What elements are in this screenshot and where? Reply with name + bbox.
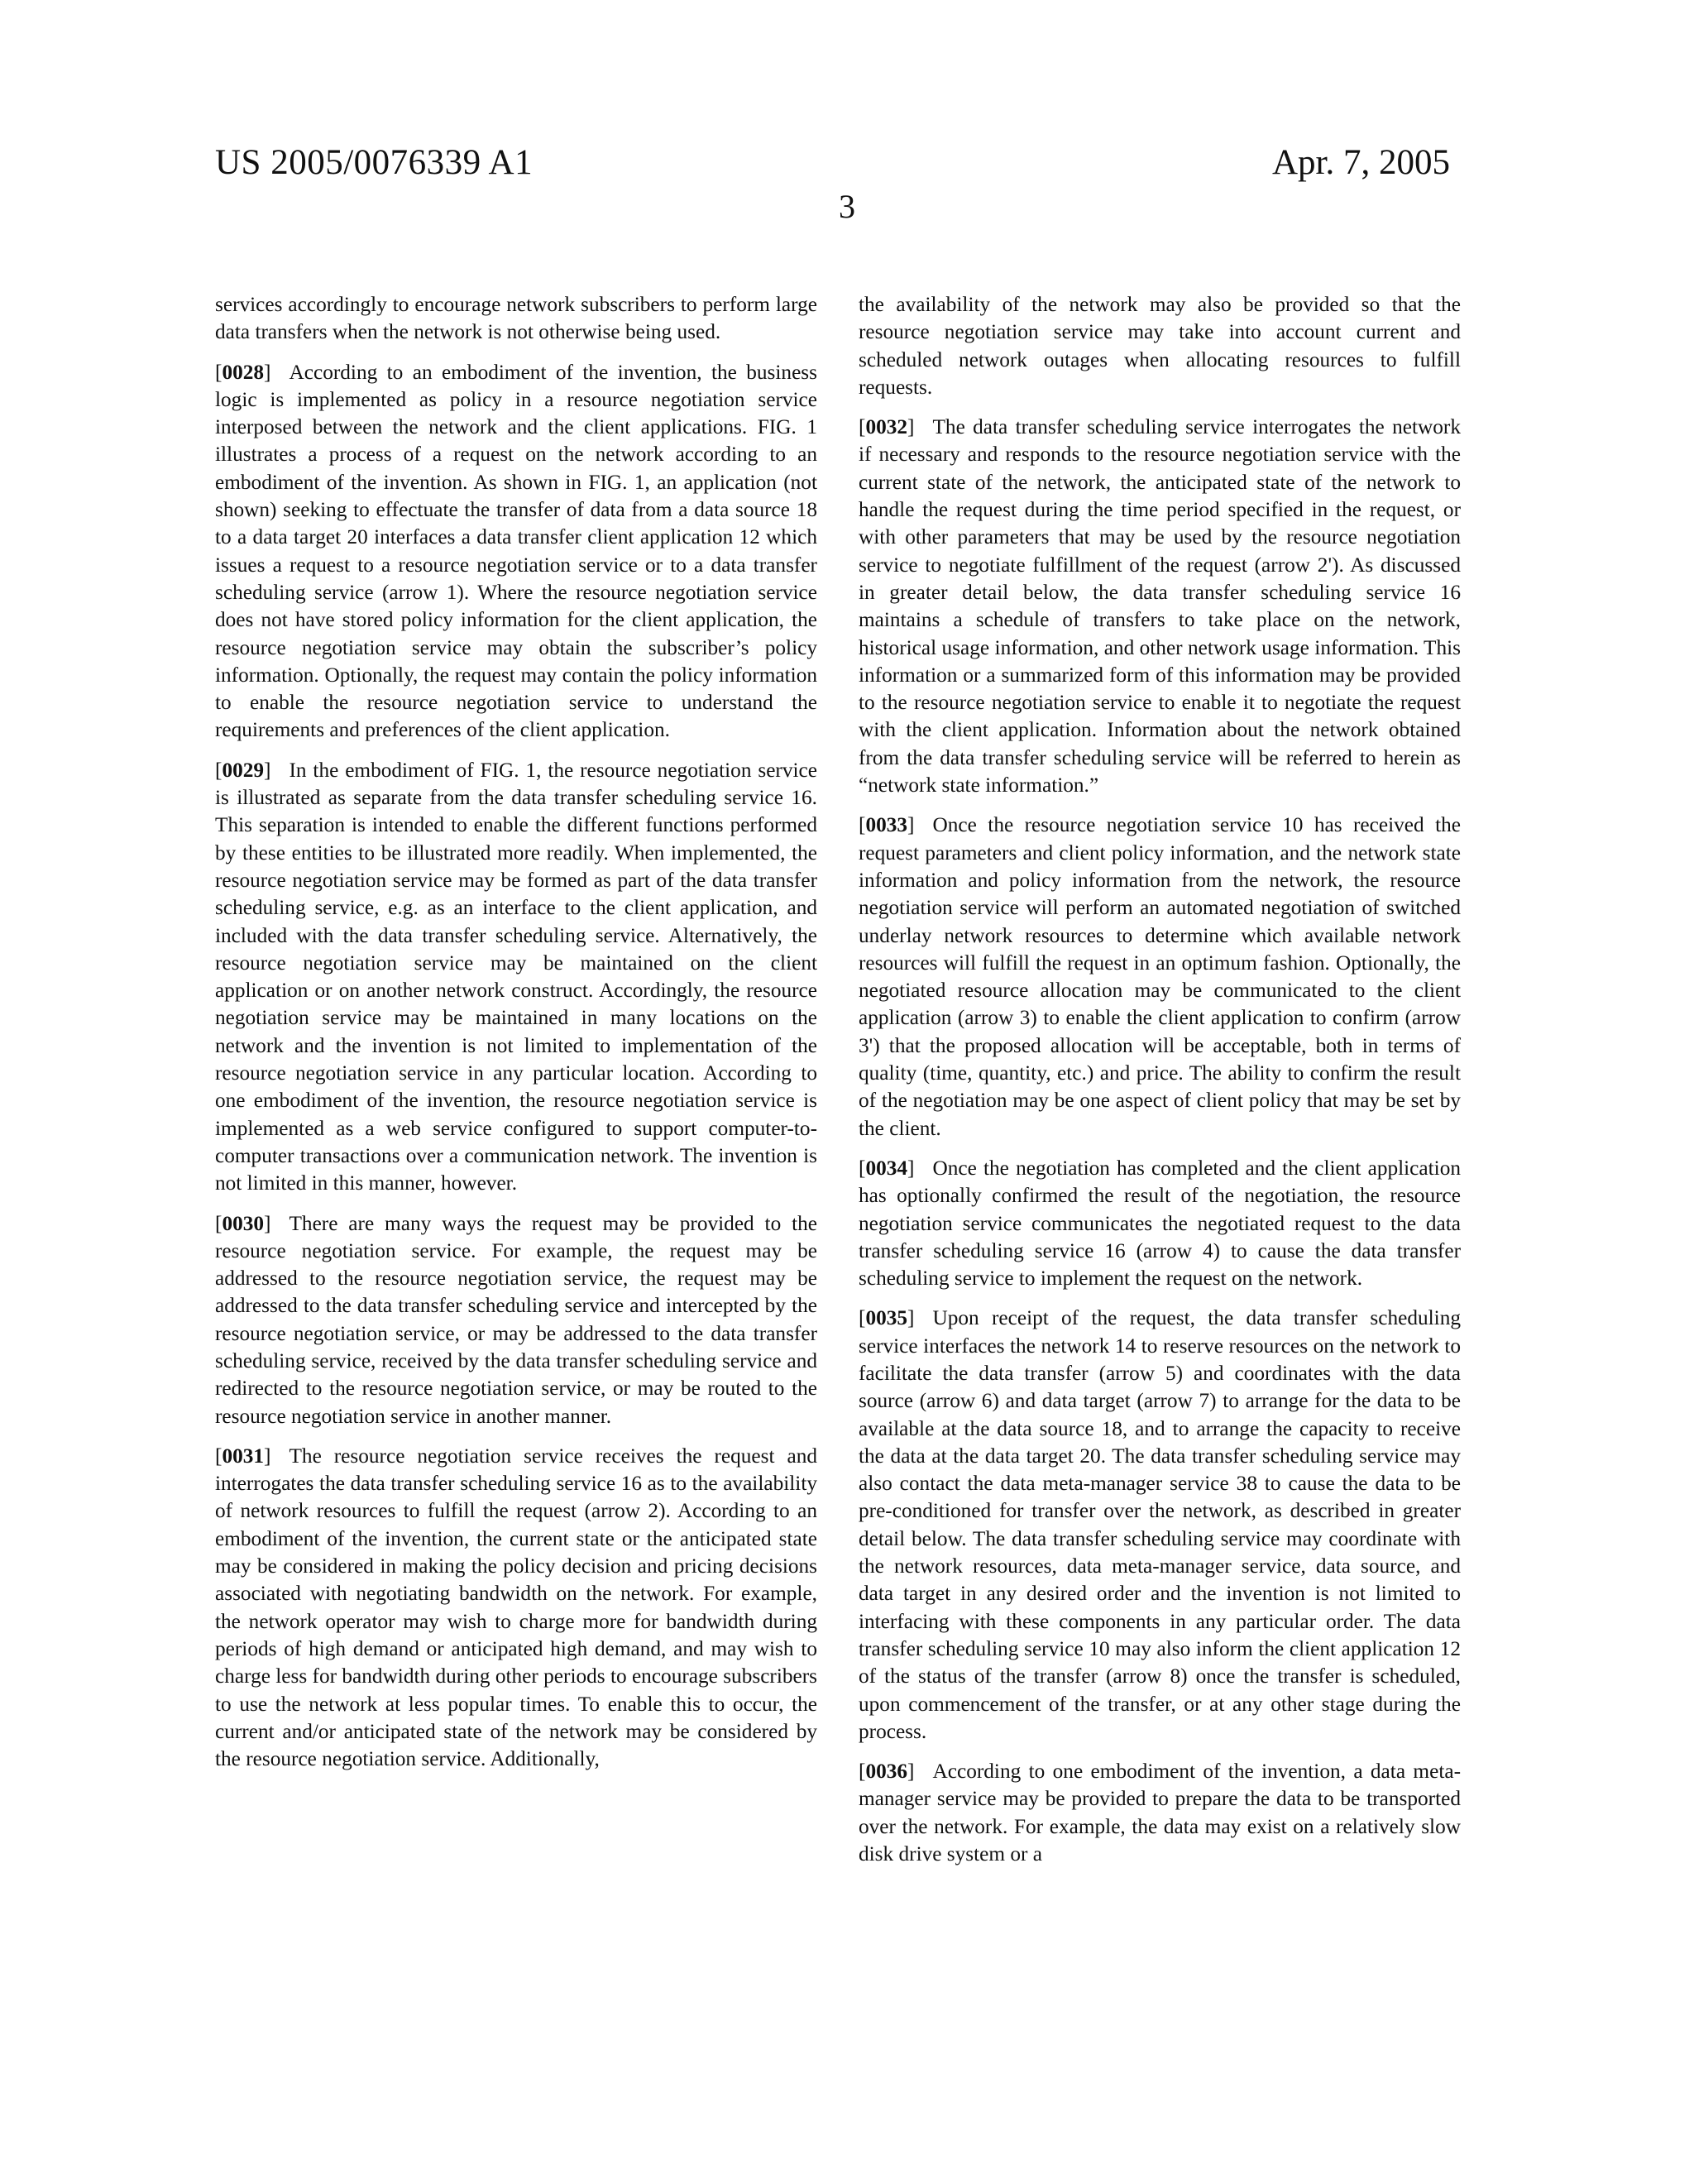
paragraph-continued: services accordingly to encourage network subscribers to perform large data transfers when the network is not otherwise being used.: [215, 293, 817, 344]
paragraph-continued: the availability of the network may also be provided so that the resource negotiation service may take into account current and scheduled network outages when allocating resources to fulfill requests.: [859, 293, 1461, 399]
paragraph-text: Once the negotiation has completed and the client application has optionally confirmed the result of the negotiation, the resource negotiation service communicates the negotiated request to the data transfer scheduling service 16 (arrow 4) to cause the data transfer scheduling service to implement the request on the network.: [859, 1156, 1461, 1291]
paragraph-text: The data transfer scheduling service interrogates the network if necessary and responds to the resource negotiation service with the current state of the network, the anticipated state of the network to handle the request during the time period specified in the request, or with other parameters that may be used by the resource negotiation service to negotiate fulfillment of the request (arrow 2'). As discussed in greater detail below, the data transfer scheduling service 16 maintains a schedule of transfers to take place on the network, historical usage information, and other network usage information. This information or a summarized form of this information may be provided to the resource negotiation service to enable it to negotiate the request with the client application. Information about the network obtained from the data transfer scheduling service will be referred to herein as “network state information.”: [859, 415, 1461, 797]
paragraph-text: According to one embodiment of the invention, a data meta-manager service may be provided to prepare the data to be transported over the network. For example, the data may exist on a relatively slow disk drive system or a: [859, 1760, 1461, 1866]
paragraph-number: [0034]: [859, 1156, 915, 1180]
paragraph-0028: [215, 359, 817, 745]
paragraph-0032: [859, 414, 1461, 799]
paragraph-number: [0035]: [859, 1306, 915, 1330]
paragraph-text: Upon receipt of the request, the data transfer scheduling service interfaces the network 14 to reserve resources on the network to facilitate the data transfer (arrow 5) and coordinates with the data source (arrow 6) and data target (arrow 7) to arrange for the data to be available at the data source 18, and to arrange the capacity to receive the data at the data target 20. The data transfer scheduling service may also contact the data meta-manager service 38 to cause the data to be pre-conditioned for transfer over the network, as described in greater detail below. The data transfer scheduling service may coordinate with the network resources, data meta-manager service, data source, and data target in any desired order and the invention is not limited to interfacing with these components in any particular order. The data transfer scheduling service 10 may also inform the client application 12 of the status of the transfer (arrow 8) once the transfer is scheduled, upon commencement of the transfer, or at any other stage during the process.: [859, 1306, 1461, 1743]
paragraph-0036: [859, 1758, 1461, 1868]
right-column: [859, 291, 1461, 1880]
page-number: 3: [839, 188, 855, 225]
paragraph-text: In the embodiment of FIG. 1, the resource negotiation service is illustrated as separate from the data transfer scheduling service 16. This separation is intended to enable the different functions performed by these entities to be illustrated more readily. When implemented, the resource negotiation service may be formed as part of the data transfer scheduling service, e.g. as an interface to the client application, and included with the data transfer scheduling service. Alternatively, the resource negotiation service may be maintained on the client application or on another network construct. Accordingly, the resource negotiation service may be maintained in many locations on the network and the invention is not limited to implementation of the resource negotiation service in any particular location. According to one embodiment of the invention, the resource negotiation service is implemented as a web service configured to support computer-to-computer transactions over a communication network. The invention is not limited in this manner, however.: [215, 758, 817, 1195]
paragraph-0029: [215, 757, 817, 1198]
paragraph-number: [0032]: [859, 415, 915, 439]
paragraph-0031: [215, 1443, 817, 1774]
paragraph-number: [0030]: [215, 1211, 271, 1235]
paragraph-number: [0036]: [859, 1760, 915, 1784]
paragraph-text: The resource negotiation service receives the request and interrogates the data transfer scheduling service 16 as to the availability of network resources to fulfill the request (arrow 2). According to an embodiment of the invention, the current state or the anticipated state may be considered in making the policy decision and pricing decisions associated with negotiating bandwidth on the network. For example, the network operator may wish to charge more for bandwidth during periods of high demand or anticipated high demand, and may wish to charge less for bandwidth during other periods to encourage subscribers to use the network at less popular times. To enable this to occur, the current and/or anticipated state of the network may be considered by the resource negotiation service. Additionally,: [215, 1444, 818, 1771]
publication-number: US 2005/0076339 A1: [215, 143, 534, 182]
paragraph-number: [0031]: [215, 1444, 271, 1468]
paragraph-text: According to an embodiment of the invention, the business logic is implemented as policy in a resource negotiation service interposed between the network and the client applications. FIG. 1 illustrates a process of a request on the network according to an embodiment of the invention. As shown in FIG. 1, an application (not shown) seeking to effectuate the transfer of data from a data source 18 to a data target 20 interfaces a data transfer client application 12 which issues a request to a resource negotiation service or to a data transfer scheduling service (arrow 1). Where the resource negotiation service does not have stored policy information for the client application, the resource negotiation service may obtain the subscriber’s policy information. Optionally, the request may contain the policy information to enable the resource negotiation service to understand the requirements and preferences of the client application.: [215, 360, 817, 742]
paragraph-0035: [859, 1305, 1461, 1746]
paragraph-0034: [859, 1155, 1461, 1292]
left-column: [215, 291, 817, 1785]
paragraph-number: [0033]: [859, 813, 915, 837]
page-header: [215, 142, 1450, 192]
paragraph-text: Once the resource negotiation service 10 has received the request parameters and client policy information, and the network state information and policy information from the network, the resource negotiation service will perform an automated negotiation of switched underlay network resources to determine which available network resources will fulfill the request in an optimum fashion. Optionally, the negotiated resource allocation may be communicated to the client application (arrow 3) to enable the client application to confirm (arrow 3') that the proposed allocation will be acceptable, both in terms of quality (time, quantity, etc.) and price. The ability to confirm the result of the negotiation may be one aspect of client policy that may be set by the client.: [859, 813, 1461, 1140]
publication-date: Apr. 7, 2005: [1272, 143, 1450, 182]
paragraph-number: [0029]: [215, 758, 271, 782]
paragraph-0033: [859, 812, 1461, 1142]
paragraph-number: [0028]: [215, 360, 271, 384]
paragraph-text: There are many ways the request may be provided to the resource negotiation service. For example, the request may be addressed to the resource negotiation service, the request may be addressed to the data transfer scheduling service and intercepted by the resource negotiation service, or may be addressed to the data transfer scheduling service, received by the data transfer scheduling service and redirected to the resource negotiation service, or may be routed to the resource negotiation service in another manner.: [215, 1211, 817, 1428]
paragraph-0030: [215, 1210, 817, 1430]
